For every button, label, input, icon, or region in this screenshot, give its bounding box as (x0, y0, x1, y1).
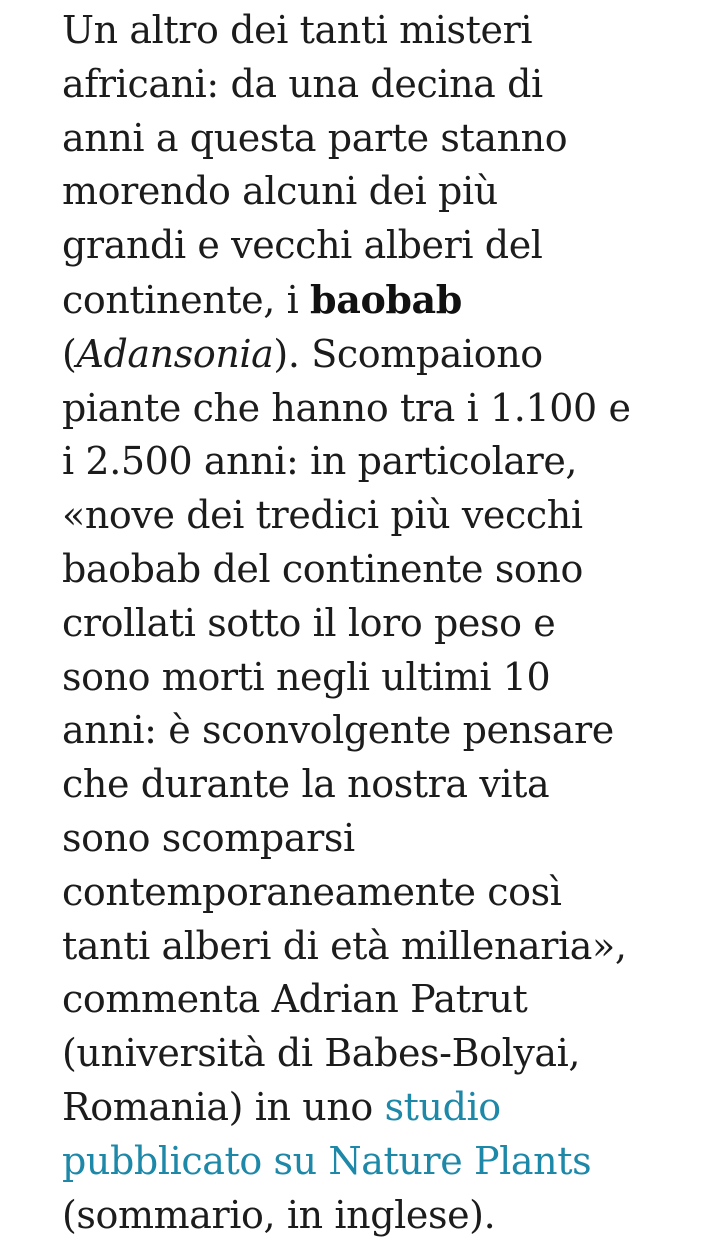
text-line: i 2.500 anni: in particolare, (62, 439, 578, 484)
text-line: sono scomparsi (62, 815, 355, 860)
text-line: tanti alberi di età millenaria», (62, 923, 627, 968)
text-line: grandi e vecchi alberi del (62, 223, 543, 268)
text-line: Un altro dei tanti misteri (62, 8, 533, 52)
study-link-continued[interactable]: pubblicato su Nature Plants (62, 1138, 592, 1183)
text-line (62, 273, 712, 328)
text-line (62, 1135, 712, 1189)
text-line (62, 1081, 712, 1135)
text-line: anni: è sconvolgente pensare (62, 708, 614, 753)
text-line: commenta Adrian Patrut (62, 977, 528, 1022)
text-line: sono morti negli ultimi 10 (62, 654, 551, 699)
text-segment: ). Scompaiono (273, 331, 543, 376)
italic-term-adansonia: Adansonia (76, 331, 274, 376)
text-line: africani: da una decina di (62, 61, 543, 106)
text-line: anni a questa parte stanno (62, 115, 568, 160)
text-line: crollati sotto il loro peso e (62, 600, 556, 645)
text-line: (università di Babes-Bolyai, (62, 1031, 581, 1076)
article-body (62, 4, 712, 1242)
text-line: contemporaneamente così (62, 869, 562, 914)
text-line: «nove dei tredici più vecchi (62, 493, 583, 538)
text-line: che durante la nostra vita (62, 762, 550, 807)
text-line: (sommario, in inglese). (62, 1192, 496, 1237)
text-line (62, 328, 712, 382)
text-segment: continente, i (62, 277, 311, 322)
text-segment: Romania) in uno (62, 1084, 385, 1129)
bold-term-baobab: baobab (310, 276, 462, 322)
text-line: morendo alcuni dei più (62, 169, 498, 214)
text-line: baobab del continente sono (62, 546, 583, 591)
text-line: piante che hanno tra i 1.100 e (62, 385, 631, 430)
study-link[interactable]: studio (384, 1084, 501, 1129)
text-segment: ( (62, 331, 77, 376)
